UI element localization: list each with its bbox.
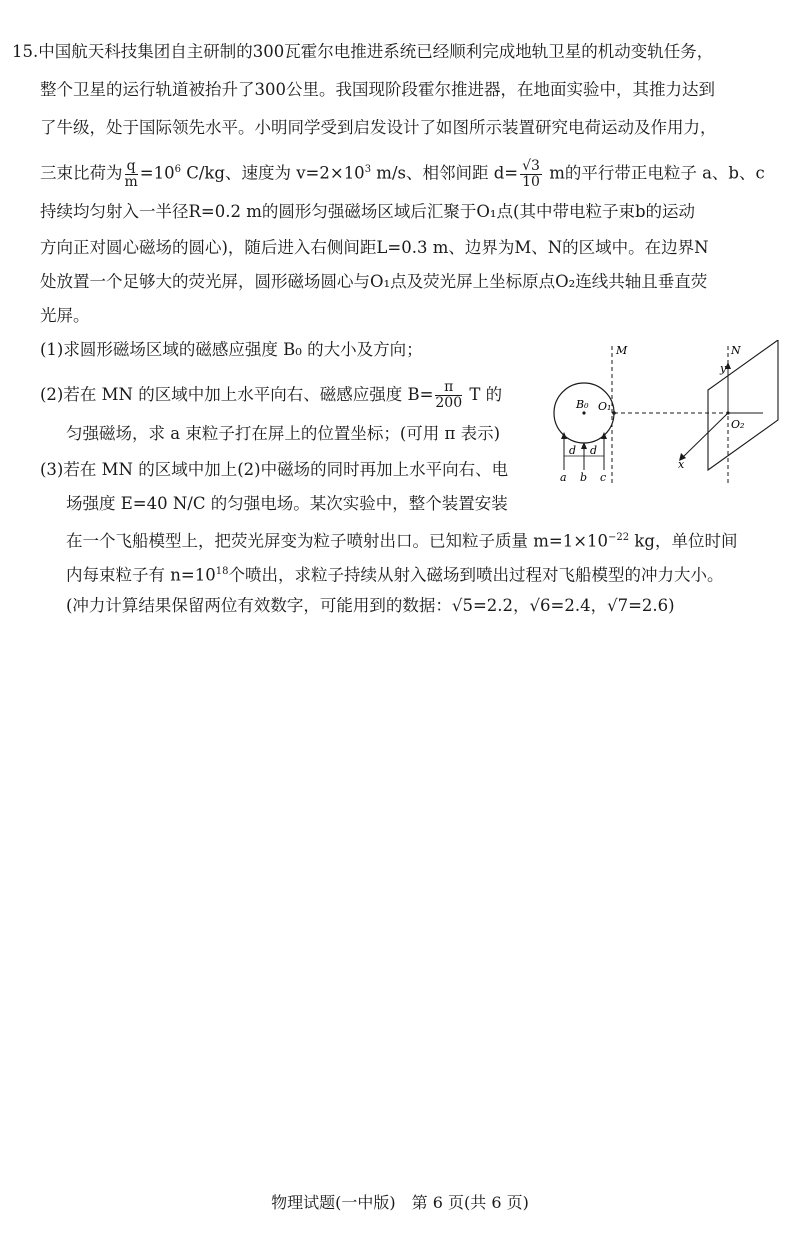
o2-dot <box>726 411 729 414</box>
question-line-8: 光屏。 <box>40 306 90 325</box>
center-dot <box>582 411 585 414</box>
sub-question-2-line-2: 匀强磁场，求 a 束粒子打在屏上的位置坐标；(可用 π 表示) <box>66 424 501 443</box>
label-o2: O₂ <box>731 418 745 431</box>
q-over-m-fraction: $\frac{q}{m}$ <box>124 157 138 190</box>
question-line-7: 处放置一个足够大的荧光屏，圆形磁场圆心与O₁点及荧光屏上坐标原点O₂连线共轴且垂直荧 <box>40 272 708 291</box>
label-d2: d <box>590 444 598 457</box>
label-n: N <box>731 344 741 357</box>
label-b0: B₀ <box>576 398 589 411</box>
label-o1: O₁ <box>598 400 612 413</box>
label-b: b <box>580 471 588 484</box>
question-line-1: 15.中国航天科技集团自主研制的300瓦霍尔电推进系统已经顺利完成地轨卫星的机动变轨任务， <box>12 42 714 61</box>
question-line-4: 三束比荷为 $\frac{q}{m}$ $=10^6$ C/kg、速度为 $v=2\times 10^3$ m/s、相邻间距 d= $\frac{√3}{10}$ m的平行带正电粒子 a、b、c <box>40 157 765 190</box>
physics-diagram <box>548 340 788 485</box>
b-fraction: $\frac{\pi}{200}$ <box>435 379 463 411</box>
sub-question-2-line-1: (2)若在 MN 的区域中加上水平向右、磁感应强度 B= $\frac{\pi}{200}$ T 的 <box>40 379 503 411</box>
screen-n <box>708 340 778 470</box>
sub-question-3-line-5: (冲力计算结果保留两位有效数字，可能用到的数据：√5=2.2，√6=2.4，√7=2.6) <box>66 596 675 615</box>
page-footer: 物理试题(一中版) 第 6 页(共 6 页) <box>271 1193 529 1212</box>
label-m: M <box>616 344 628 357</box>
question-line-3: 了牛级，处于国际领先水平。小明同学受到启发设计了如图所示装置研究电荷运动及作用力， <box>40 118 717 137</box>
label-a: a <box>560 471 567 484</box>
label-x: x <box>678 458 685 471</box>
sub-question-3-line-4: 内每束粒子有 $n=10^{18}$个喷出，求粒子持续从射入磁场到喷出过程对飞船模型的冲力大小。 <box>66 565 724 585</box>
x-axis <box>682 413 728 458</box>
label-c: c <box>600 471 607 484</box>
question-line-6: 方向正对圆心磁场的圆心)，随后进入右侧间距L=0.3 m、边界为M、N的区域中。在边界N <box>40 238 709 257</box>
d-fraction: $\frac{√3}{10}$ <box>522 157 540 190</box>
sub-question-3-line-3: 在一个飞船模型上，把荧光屏变为粒子喷射出口。已知粒子质量 $m=1\times 10^{-22}$ kg，单位时间 <box>66 531 738 551</box>
sub-question-3-line-2: 场强度 E=40 N/C 的匀强电场。某次实验中，整个装置安装 <box>66 494 508 513</box>
question-line-5: 持续均匀射入一半径R=0.2 m的圆形匀强磁场区域后汇聚于O₁点(其中带电粒子束b的运动 <box>40 202 696 221</box>
label-d1: d <box>569 444 577 457</box>
label-y: y <box>720 362 727 375</box>
question-line-2: 整个卫星的运行轨道被抬升了300公里。我国现阶段霍尔推进器，在地面实验中，其推力达到 <box>40 80 715 99</box>
sub-question-3-line-1: (3)若在 MN 的区域中加上(2)中磁场的同时再加上水平向右、电 <box>40 460 509 479</box>
question-number: 15. <box>12 42 39 61</box>
sub-question-1: (1)求圆形磁场区域的磁感应强度 B₀ 的大小及方向； <box>40 340 423 359</box>
